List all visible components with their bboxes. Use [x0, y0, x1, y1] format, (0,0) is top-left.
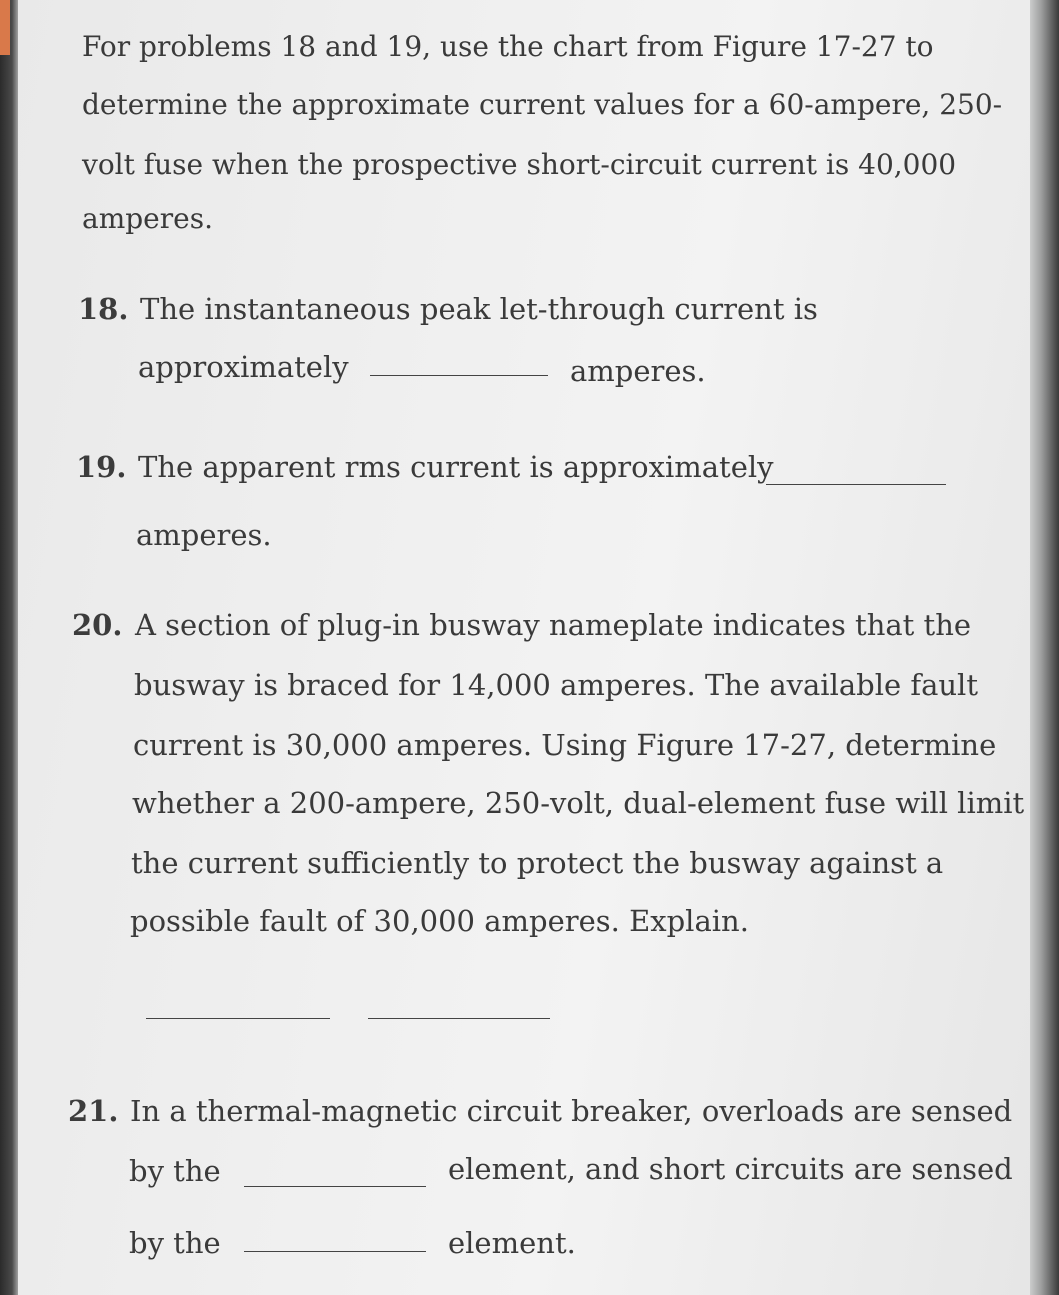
question-21-answer-blank-2[interactable]	[244, 1251, 426, 1252]
question-21-answer-blank-1[interactable]	[244, 1186, 426, 1187]
question-20-number: 20.	[72, 608, 123, 642]
question-20-line-4: whether a 200-ampere, 250-volt, dual-element fuse will limit	[132, 786, 1025, 820]
question-20-line-1: A section of plug-in busway nameplate indicates that the	[135, 608, 972, 642]
right-background-edge	[1029, 0, 1059, 1295]
question-18-amperes: amperes.	[570, 354, 706, 388]
question-20-answer-blank-1[interactable]	[146, 1018, 330, 1019]
intro-line-3: volt fuse when the prospective short-circuit current is 40,000	[82, 148, 957, 181]
left-background-edge	[0, 0, 20, 1295]
question-20-line-2: busway is braced for 14,000 amperes. The available fault	[134, 668, 978, 702]
question-21-number: 21.	[68, 1094, 119, 1128]
question-20-line-3: current is 30,000 amperes. Using Figure 17-27, determine	[133, 728, 997, 762]
question-19-text: The apparent rms current is approximately	[138, 450, 774, 484]
intro-line-2: determine the approximate current values for a 60-ampere, 250-	[82, 88, 1003, 121]
intro-line-4: amperes.	[82, 202, 213, 235]
question-18-number: 18.	[78, 292, 129, 326]
question-18-answer-blank[interactable]	[370, 375, 548, 376]
question-19-amperes: amperes.	[136, 518, 272, 552]
textbook-page	[18, 0, 1030, 1295]
question-19-number: 19.	[76, 450, 127, 484]
question-21-line-2-suffix: element, and short circuits are sensed	[448, 1152, 1013, 1186]
question-19-answer-blank[interactable]	[766, 484, 946, 485]
question-20-line-5: the current sufficiently to protect the busway against a	[131, 846, 944, 880]
question-21-by-the-1: by the	[129, 1154, 221, 1188]
question-21-element: element.	[448, 1226, 576, 1260]
question-18-text: The instantaneous peak let-through current is	[140, 292, 818, 326]
question-18-approximately: approximately	[138, 350, 349, 384]
orange-object	[0, 0, 10, 55]
question-21-by-the-2: by the	[129, 1226, 221, 1260]
intro-line-1: For problems 18 and 19, use the chart from Figure 17-27 to	[82, 30, 934, 63]
question-20-answer-blank-2[interactable]	[368, 1018, 550, 1019]
question-21-line-1: In a thermal-magnetic circuit breaker, overloads are sensed	[130, 1094, 1013, 1128]
question-20-line-6: possible fault of 30,000 amperes. Explain.	[130, 904, 749, 938]
